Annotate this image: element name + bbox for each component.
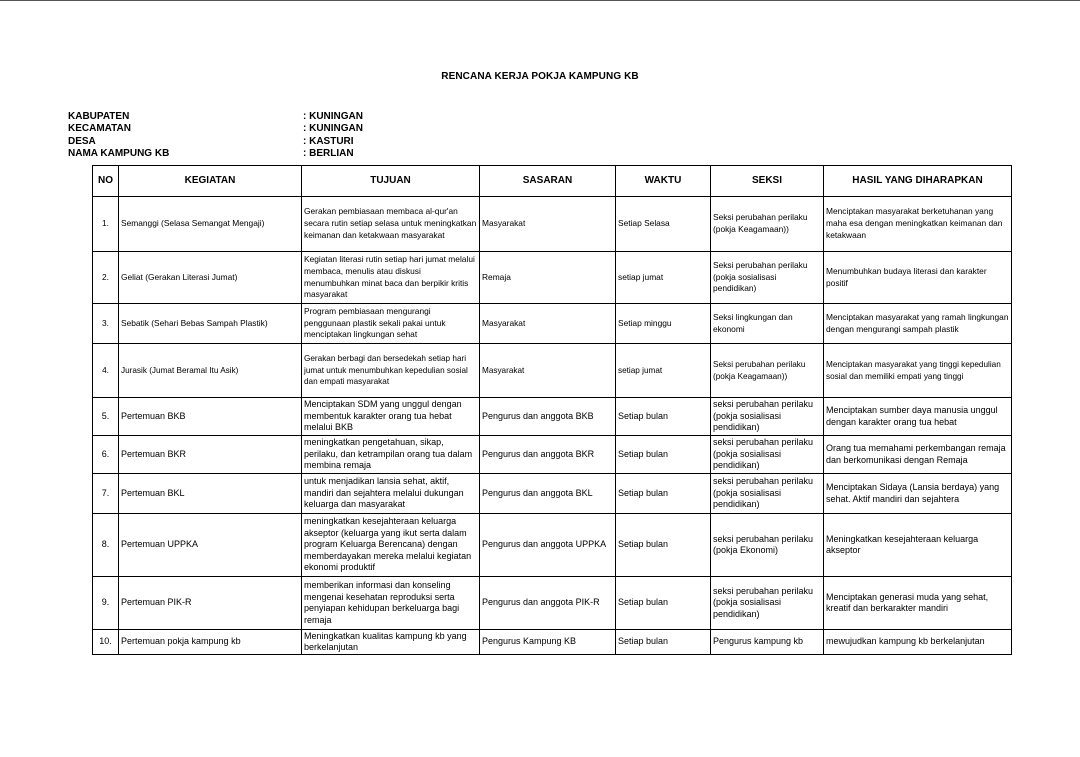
cell-sasaran: Remaja <box>480 252 616 304</box>
cell-tujuan: Gerakan berbagi dan bersedekah setiap hari jumat untuk menumbuhkan kepedulian sosial dan empati masyarakat <box>302 344 480 398</box>
cell-sasaran: Masyarakat <box>480 344 616 398</box>
info-label: DESA <box>68 135 96 147</box>
info-row-kecamatan <box>68 123 363 135</box>
cell-hasil: Menciptakan sumber daya manusia unggul dengan karakter orang tua hebat <box>824 398 1012 436</box>
table-row <box>93 577 1012 630</box>
cell-hasil: Meningkatkan kesejahteraan keluarga akseptor <box>824 514 1012 577</box>
cell-hasil: Menciptakan masyarakat yang ramah lingkungan dengan mengurangi sampah plastik <box>824 304 1012 344</box>
cell-no: 1. <box>93 197 119 252</box>
cell-tujuan: untuk menjadikan lansia sehat, aktif, mandiri dan sejahtera melalui dukungan keluarga dan masyarakat <box>302 474 480 514</box>
table-row <box>93 398 1012 436</box>
cell-sasaran: Pengurus dan anggota BKL <box>480 474 616 514</box>
cell-tujuan: Gerakan pembiasaan membaca al-qur'an secara rutin setiap selasa untuk meningkatkan keimanan dan ketakwaan masyarakat <box>302 197 480 252</box>
cell-tujuan: Meningkatkan kualitas kampung kb yang berkelanjutan <box>302 630 480 655</box>
cell-sasaran: Pengurus Kampung KB <box>480 630 616 655</box>
cell-tujuan: memberikan informasi dan konseling mengenai kesehatan reproduksi serta penyiapan kehidupan berkeluarga bagi remaja <box>302 577 480 630</box>
cell-no: 8. <box>93 514 119 577</box>
cell-no: 7. <box>93 474 119 514</box>
cell-kegiatan: Geliat (Gerakan Literasi Jumat) <box>119 252 302 304</box>
info-value: : KUNINGAN <box>303 111 363 122</box>
info-block <box>68 111 363 160</box>
header-sasaran: SASARAN <box>480 166 616 197</box>
header-tujuan: TUJUAN <box>302 166 480 197</box>
header-seksi: SEKSI <box>711 166 824 197</box>
cell-seksi: Seksi lingkungan dan ekonomi <box>711 304 824 344</box>
table-row <box>93 436 1012 474</box>
table-row <box>93 474 1012 514</box>
cell-tujuan: Menciptakan SDM yang unggul dengan membentuk karakter orang tua hebat melalui BKB <box>302 398 480 436</box>
cell-hasil: Orang tua memahami perkembangan remaja dan berkomunikasi dengan Remaja <box>824 436 1012 474</box>
cell-seksi: seksi perubahan perilaku (pokja sosialisasi pendidikan) <box>711 474 824 514</box>
info-value: : KUNINGAN <box>303 123 363 135</box>
cell-sasaran: Pengurus dan anggota BKR <box>480 436 616 474</box>
cell-no: 5. <box>93 398 119 436</box>
table-row <box>93 630 1012 655</box>
table-row <box>93 514 1012 577</box>
cell-kegiatan: Pertemuan BKR <box>119 436 302 474</box>
cell-seksi: Seksi perubahan perilaku (pokja sosialisasi pendidikan) <box>711 252 824 304</box>
cell-seksi: Seksi perubahan perilaku (pokja Keagamaan)) <box>711 197 824 252</box>
cell-tujuan: meningkatkan pengetahuan, sikap, perilaku, dan ketrampilan orang tua dalam membina remaja <box>302 436 480 474</box>
table-row <box>93 344 1012 398</box>
cell-seksi: Pengurus kampung kb <box>711 630 824 655</box>
cell-kegiatan: Pertemuan PIK-R <box>119 577 302 630</box>
cell-hasil: mewujudkan kampung kb berkelanjutan <box>824 630 1012 655</box>
cell-seksi: seksi perubahan perilaku (pokja sosialisasi pendidikan) <box>711 436 824 474</box>
cell-no: 10. <box>93 630 119 655</box>
info-row-kabupaten <box>68 111 363 123</box>
info-label: KECAMATAN <box>68 123 131 135</box>
table-row <box>93 252 1012 304</box>
cell-waktu: Setiap bulan <box>616 436 711 474</box>
cell-hasil: Menumbuhkan budaya literasi dan karakter positif <box>824 252 1012 304</box>
cell-seksi: seksi perubahan perilaku (pokja sosialisasi pendidikan) <box>711 577 824 630</box>
cell-seksi: seksi perubahan perilaku (pokja sosialisasi pendidikan) <box>711 398 824 436</box>
cell-sasaran: Pengurus dan anggota PIK-R <box>480 577 616 630</box>
cell-no: 4. <box>93 344 119 398</box>
cell-sasaran: Masyarakat <box>480 197 616 252</box>
cell-hasil: Menciptakan Sidaya (Lansia berdaya) yang sehat. Aktif mandiri dan sejahtera <box>824 474 1012 514</box>
cell-sasaran: Pengurus dan anggota UPPKA <box>480 514 616 577</box>
header-kegiatan: KEGIATAN <box>119 166 302 197</box>
cell-no: 9. <box>93 577 119 630</box>
info-label: KABUPATEN <box>68 111 130 122</box>
cell-kegiatan: Pertemuan UPPKA <box>119 514 302 577</box>
table-header-row <box>93 166 1012 197</box>
cell-no: 2. <box>93 252 119 304</box>
document-title: RENCANA KERJA POKJA KAMPUNG KB <box>441 71 639 82</box>
cell-seksi: Seksi perubahan perilaku (pokja Keagamaan)) <box>711 344 824 398</box>
cell-waktu: Setiap bulan <box>616 398 711 436</box>
cell-kegiatan: Jurasik (Jumat Beramal Itu Asik) <box>119 344 302 398</box>
cell-waktu: setiap jumat <box>616 252 711 304</box>
table-row <box>93 304 1012 344</box>
cell-tujuan: meningkatkan kesejahteraan keluarga akseptor (keluarga yang ikut serta dalam program Keluarga Berencana) dengan memberdayakan mereka melalui kegiatan ekonomi produktif <box>302 514 480 577</box>
info-value: : BERLIAN <box>303 147 354 159</box>
info-row-desa <box>68 136 363 148</box>
cell-waktu: Setiap bulan <box>616 474 711 514</box>
work-plan-table <box>92 165 1012 655</box>
cell-waktu: Setiap minggu <box>616 304 711 344</box>
cell-kegiatan: Pertemuan pokja kampung kb <box>119 630 302 655</box>
cell-hasil: Menciptakan generasi muda yang sehat, kreatif dan berkarakter mandiri <box>824 577 1012 630</box>
info-label: NAMA KAMPUNG KB <box>68 147 170 159</box>
cell-no: 6. <box>93 436 119 474</box>
cell-hasil: Menciptakan masyarakat berketuhanan yang maha esa dengan meningkatkan keimanan dan ketakwaan <box>824 197 1012 252</box>
table-row <box>93 197 1012 252</box>
cell-hasil: Menciptakan masyarakat yang tinggi kepedulian sosial dan memiliki empati yang tinggi <box>824 344 1012 398</box>
header-hasil: HASIL YANG DIHARAPKAN <box>824 166 1012 197</box>
cell-no: 3. <box>93 304 119 344</box>
cell-tujuan: Kegiatan literasi rutin setiap hari jumat melalui membaca, menulis atau diskusi menumbuhkan minat baca dan berpikir kritis masyarakat <box>302 252 480 304</box>
cell-waktu: Setiap bulan <box>616 514 711 577</box>
header-no: NO <box>93 166 119 197</box>
cell-kegiatan: Sebatik (Sehari Bebas Sampah Plastik) <box>119 304 302 344</box>
cell-waktu: setiap jumat <box>616 344 711 398</box>
cell-waktu: Setiap bulan <box>616 630 711 655</box>
info-value: : KASTURI <box>303 135 354 147</box>
cell-seksi: seksi perubahan perilaku (pokja Ekonomi) <box>711 514 824 577</box>
cell-kegiatan: Semanggi (Selasa Semangat Mengaji) <box>119 197 302 252</box>
cell-sasaran: Pengurus dan anggota BKB <box>480 398 616 436</box>
cell-waktu: Setiap bulan <box>616 577 711 630</box>
info-row-nama-kampung <box>68 148 363 160</box>
cell-kegiatan: Pertemuan BKL <box>119 474 302 514</box>
cell-sasaran: Masyarakat <box>480 304 616 344</box>
cell-waktu: Setiap Selasa <box>616 197 711 252</box>
cell-kegiatan: Pertemuan BKB <box>119 398 302 436</box>
header-waktu: WAKTU <box>616 166 711 197</box>
top-border-line <box>0 0 1080 1</box>
cell-tujuan: Program pembiasaan mengurangi penggunaan plastik sekali pakai untuk menciptakan lingkungan sehat <box>302 304 480 344</box>
